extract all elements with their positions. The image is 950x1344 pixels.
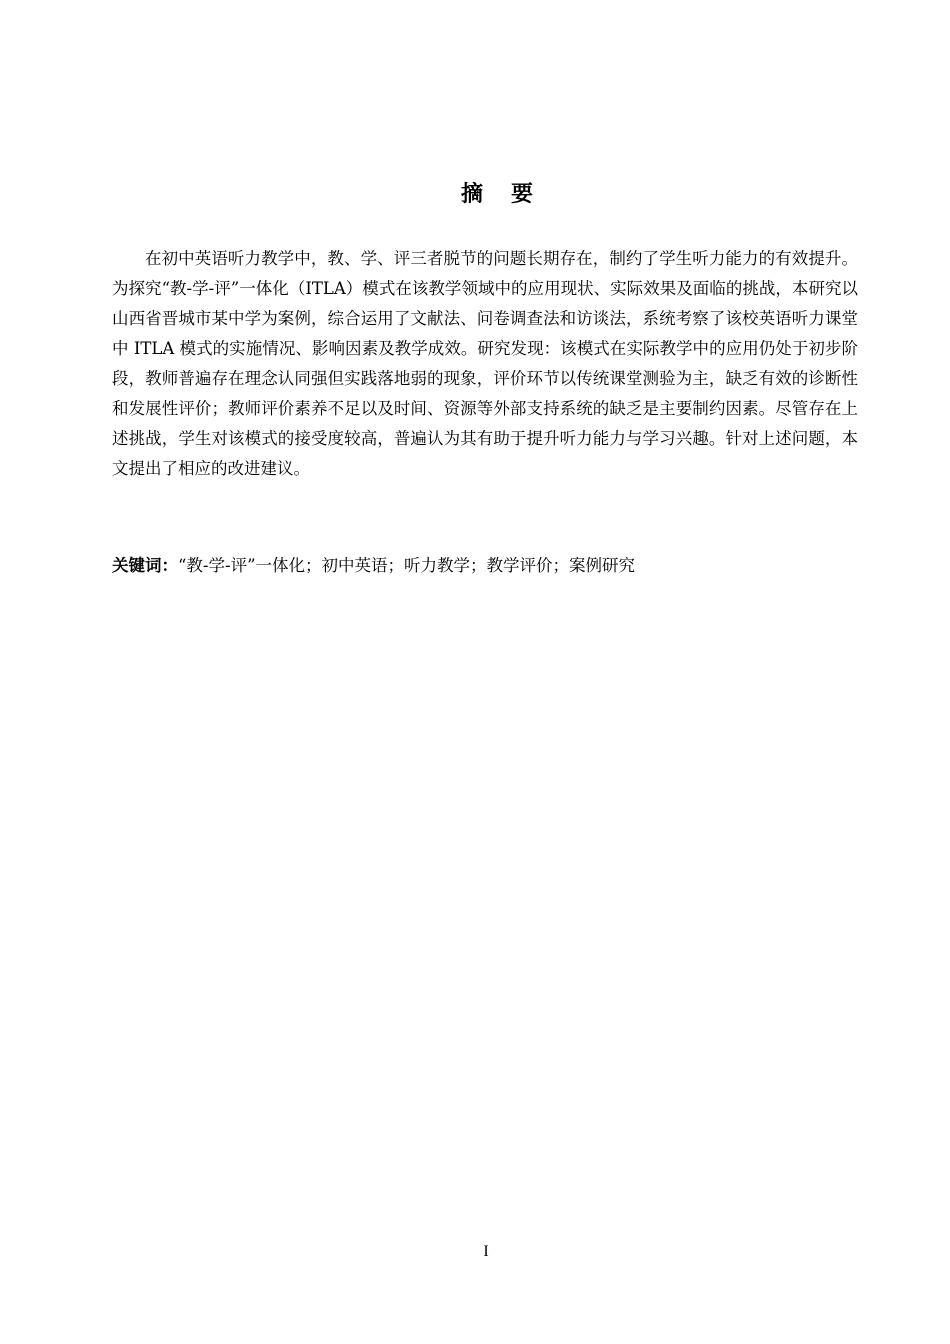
keywords-line	[112, 551, 858, 581]
keywords-text: “教-学-评”一体化；初中英语；听力教学；教学评价；案例研究	[178, 556, 636, 575]
abstract-title: 摘要	[460, 182, 561, 207]
abstract-body: 在初中英语听力教学中，教、学、评三者脱节的问题长期存在，制约了学生听力能力的有效提升。为探究“教-学-评”一体化（ITLA）模式在该教学领域中的应用现状、实际效果及面临的挑战，本研究以山西省晋城市某中学为案例，综合运用了文献法、问卷调查法和访谈法，系统考察了该校英语听力课堂中 ITLA 模式的实施情况、影响因素及教学成效。研究发现：该模式在实际教学中的应用仍处于初步阶段，教师普遍存在理念认同强但实践落地弱的现象，评价环节以传统课堂测验为主，缺乏有效的诊断性和发展性评价；教师评价素养不足以及时间、资源等外部支持系统的缺乏是主要制约因素。尽管存在上述挑战，学生对该模式的接受度较高，普遍认为其有助于提升听力能力与学习兴趣。针对上述问题，本文提出了相应的改进建议。	[112, 249, 858, 478]
keywords-label: 关键词：	[112, 556, 178, 575]
page-number: I	[483, 1243, 489, 1260]
